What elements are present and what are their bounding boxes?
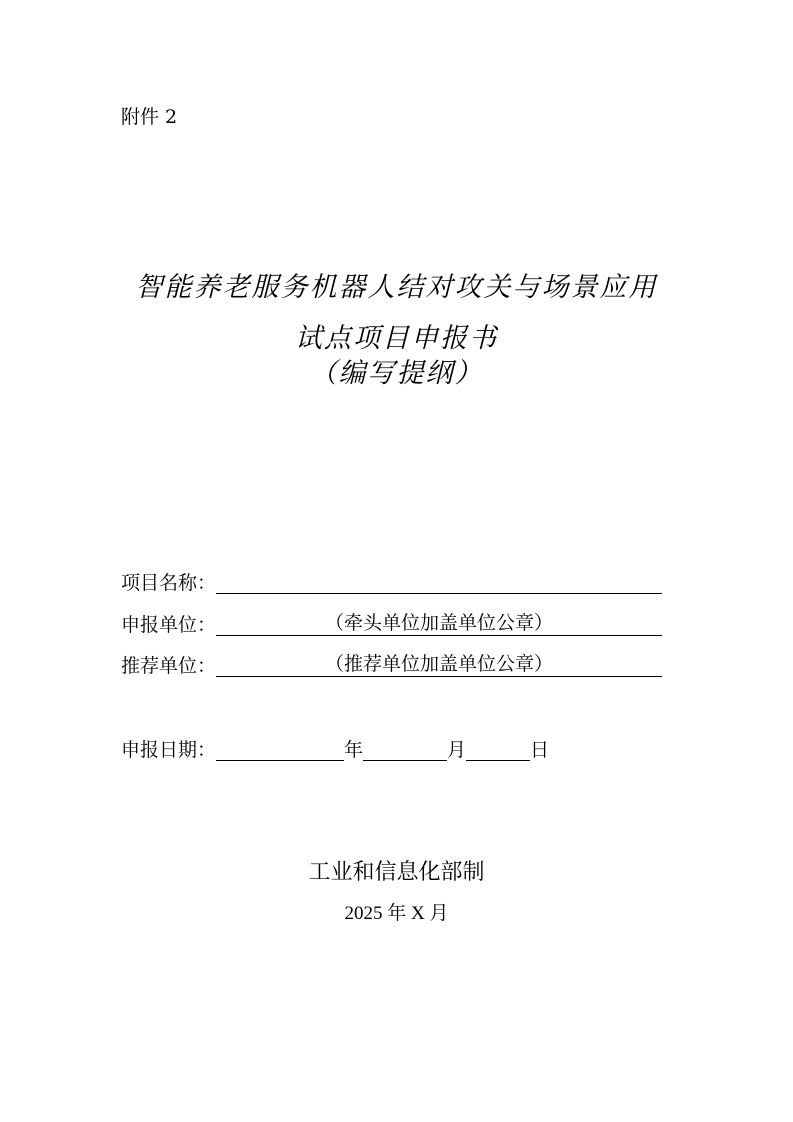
month-unit: 月 <box>447 739 467 761</box>
document-title-line-2: 试点项目申报书 <box>295 323 498 354</box>
month-field[interactable] <box>363 736 447 761</box>
attachment-label: 附件 2 <box>121 106 178 128</box>
year-field[interactable] <box>216 736 344 761</box>
project-name-label: 项目名称： <box>121 572 217 594</box>
day-field[interactable] <box>466 736 530 761</box>
document-title-line-3: （编写提纲） <box>309 358 484 389</box>
recommender-label: 推荐单位： <box>121 655 217 677</box>
day-unit: 日 <box>530 739 550 761</box>
recommender-field[interactable]: （推荐单位加盖单位公章） <box>216 652 662 677</box>
document-title-line-1: 智能养老服务机器人结对攻关与场景应用 <box>135 272 658 303</box>
year-unit: 年 <box>344 739 364 761</box>
project-name-field[interactable] <box>216 569 662 594</box>
applicant-row <box>121 608 662 638</box>
date-label: 申报日期： <box>121 739 217 761</box>
project-name-row <box>121 566 662 596</box>
recommender-row <box>121 649 662 679</box>
applicant-field[interactable]: （牵头单位加盖单位公章） <box>216 611 662 636</box>
applicant-label: 申报单位： <box>121 614 217 636</box>
issue-date: 2025 年 X 月 <box>344 903 449 924</box>
application-date-row <box>121 733 549 763</box>
issuer: 工业和信息化部制 <box>308 860 485 885</box>
